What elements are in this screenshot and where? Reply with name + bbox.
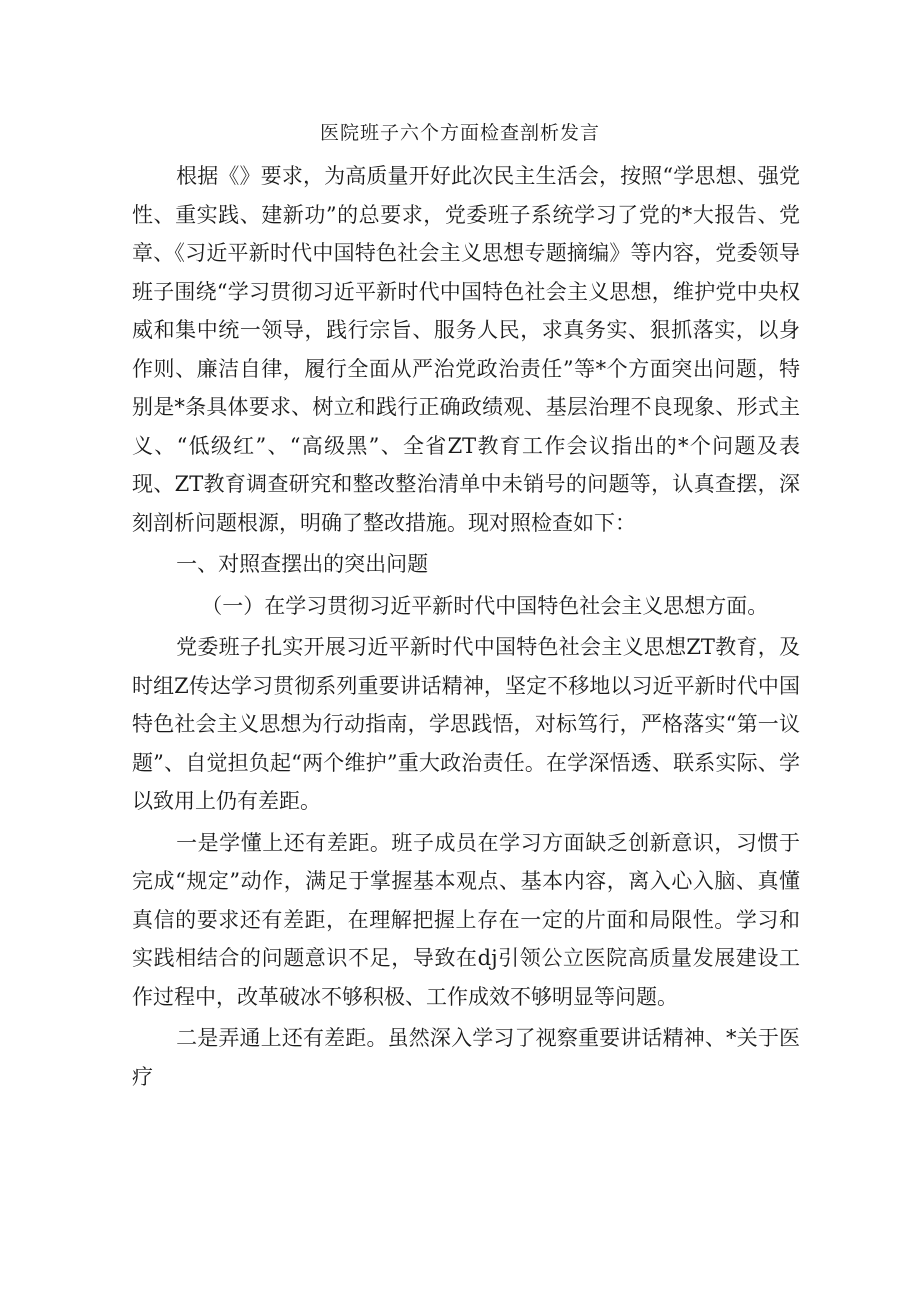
body-paragraph-2: 一是学懂上还有差距。班子成员在学习方面缺乏创新意识，习惯于完成“规定”动作，满足于掌握基本观点、基本内容，离入心入脑、真懂真信的要求还有差距，在理解把握上存在一定的片面和局限性。学习和实践相结合的问题意识不足，导致在dj引领公立医院高质量发展建设工作过程中，改革破冰不够积极、工作成效不够明显等问题。 <box>132 830 800 1009</box>
body-paragraph-3: 二是弄通上还有差距。虽然深入学习了视察重要讲话精神、*关于医疗 <box>132 1026 800 1089</box>
section-heading-1: 一、对照查摆出的突出问题 <box>176 552 429 576</box>
intro-paragraph: 根据《》要求，为高质量开好此次民主生活会，按照“学思想、强党性、重实践、建新功”的总要求，党委班子系统学习了党的*大报告、党章、《习近平新时代中国特色社会主义思想专题摘编》等内容，党委领导班子围绕“学习贯彻习近平新时代中国特色社会主义思想，维护党中央权威和集中统一领导，践行宗旨、服务人民，求真务实、狠抓落实，以身作则、廉洁自律，履行全面从严治党政治责任”等*个方面突出问题，特别是*条具体要求、树立和践行正确政绩观、基层治理不良现象、形式主义、“低级红”、“高级黑”、全省ZT教育工作会议指出的*个问题及表现、ZT教育调查研究和整改整治清单中未销号的问题等，认真查摆，深刻剖析问题根源，明确了整改措施。现对照检查如下： <box>132 164 800 535</box>
body-paragraph-1: 党委班子扎实开展习近平新时代中国特色社会主义思想ZT教育，及时组Z传达学习贯彻系列重要讲话精神，坚定不移地以习近平新时代中国特色社会主义思想为行动指南，学思践悟，对标笃行，严格落实“第一议题”、自觉担负起“两个维护”重大政治责任。在学深悟透、联系实际、学以致用上仍有差距。 <box>132 635 800 813</box>
subsection-heading-1: （一）在学习贯彻习近平新时代中国特色社会主义思想方面。 <box>201 593 769 618</box>
document-body <box>132 157 800 1096</box>
document-title: 医院班子六个方面检查剖析发言 <box>319 122 600 144</box>
